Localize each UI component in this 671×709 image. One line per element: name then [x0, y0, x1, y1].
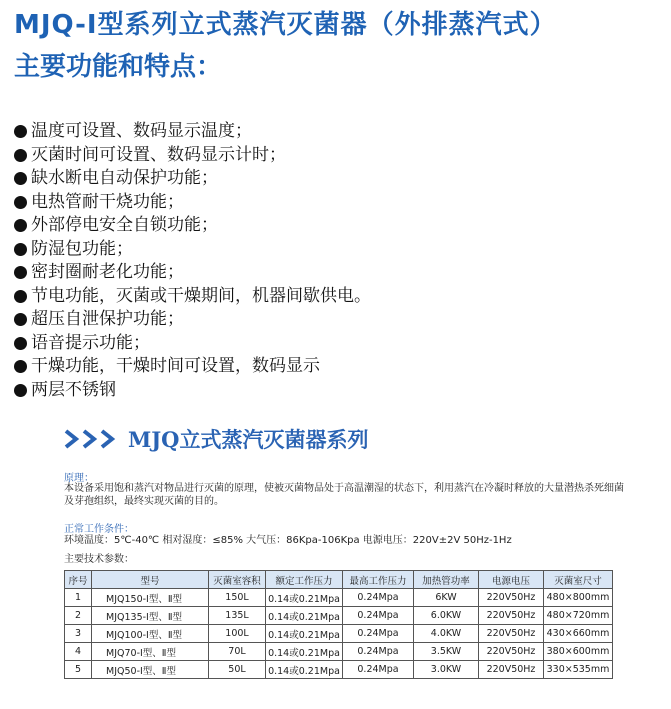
- table-cell: 150L: [209, 589, 266, 607]
- table-cell: 3: [65, 625, 92, 643]
- series-title: MJQ立式蒸汽灭菌器系列: [128, 427, 369, 452]
- bullet-icon: [14, 360, 27, 373]
- feature-text: 语音提示功能；: [31, 332, 150, 353]
- feature-text: 温度可设置、数码显示温度；: [31, 121, 252, 141]
- table-cell: 0.24Mpa: [343, 625, 414, 643]
- list-item: [14, 308, 371, 332]
- table-cell: 480×720mm: [544, 607, 613, 625]
- table-cell: 0.14或0.21Mpa: [266, 589, 343, 607]
- list-item: [14, 214, 371, 238]
- table-row: [65, 589, 613, 607]
- list-item: [14, 285, 371, 309]
- table-cell: 6KW: [414, 589, 479, 607]
- table-cell: MJQ70-Ⅰ型、Ⅱ型: [92, 643, 209, 661]
- table-cell: 4: [65, 643, 92, 661]
- feature-text: 电热管耐干烧功能；: [31, 191, 184, 212]
- table-cell: 0.14或0.21Mpa: [266, 625, 343, 643]
- bullet-icon: [14, 125, 27, 138]
- table-cell: 0.24Mpa: [343, 589, 414, 607]
- principle-heading: 原理：: [64, 473, 94, 484]
- bullet-icon: [14, 313, 27, 326]
- table-cell: MJQ50-Ⅰ型、Ⅱ型: [92, 661, 209, 679]
- column-header: 电源电压: [479, 571, 544, 589]
- page-title: MJQ-Ⅰ型系列立式蒸汽灭菌器（外排蒸汽式）: [14, 10, 557, 40]
- principle-text: 本设备采用饱和蒸汽对物品进行灭菌的原理，使被灭菌物品处于高温潮湿的状态下，利用蒸汽在冷凝时释放的大量潜热杀死细菌及芽孢组织，最终实现灭菌的目的。: [64, 483, 624, 507]
- bullet-icon: [14, 149, 27, 162]
- table-cell: 380×600mm: [544, 643, 613, 661]
- table-cell: 3.0KW: [414, 661, 479, 679]
- table-cell: MJQ100-Ⅰ型、Ⅱ型: [92, 625, 209, 643]
- list-item: [14, 355, 371, 379]
- list-item: [14, 261, 371, 285]
- table-cell: 330×535mm: [544, 661, 613, 679]
- table-cell: 0.24Mpa: [343, 607, 414, 625]
- features-heading: 主要功能和特点：: [14, 52, 223, 82]
- table-row: [65, 607, 613, 625]
- series-header: [64, 424, 368, 454]
- feature-text: 超压自泄保护功能；: [31, 309, 184, 329]
- table-cell: 100L: [209, 625, 266, 643]
- bullet-icon: [14, 290, 27, 303]
- table-row: [65, 661, 613, 679]
- table-cell: 0.14或0.21Mpa: [266, 607, 343, 625]
- table-cell: 0.14或0.21Mpa: [266, 661, 343, 679]
- table-cell: 4.0KW: [414, 625, 479, 643]
- list-item: [14, 332, 371, 356]
- feature-text: 灭菌时间可设置、数码显示计时；: [31, 144, 286, 165]
- feature-text: 节电功能，灭菌或干燥期间，机器间歇供电。: [31, 285, 371, 306]
- table-row: [65, 625, 613, 643]
- feature-text: 干燥功能，干燥时间可设置，数码显示: [31, 356, 320, 376]
- table-cell: 0.14或0.21Mpa: [266, 643, 343, 661]
- feature-text: 密封圈耐老化功能；: [31, 262, 184, 282]
- column-header: 额定工作压力: [266, 571, 343, 589]
- table-cell: 50L: [209, 661, 266, 679]
- list-item: [14, 379, 371, 403]
- list-item: [14, 191, 371, 215]
- table-cell: MJQ135-Ⅰ型、Ⅱ型: [92, 607, 209, 625]
- table-row: [65, 643, 613, 661]
- column-header: 加热管功率: [414, 571, 479, 589]
- column-header: 型号: [92, 571, 209, 589]
- table-cell: 3.5KW: [414, 643, 479, 661]
- bullet-icon: [14, 384, 27, 397]
- table-cell: 220V50Hz: [479, 607, 544, 625]
- feature-text: 外部停电安全自锁功能；: [31, 215, 218, 235]
- table-cell: 220V50Hz: [479, 625, 544, 643]
- spec-table: [64, 570, 613, 679]
- bullet-icon: [14, 172, 27, 185]
- column-header: 灭菌室尺寸: [544, 571, 613, 589]
- list-item: [14, 144, 371, 168]
- table-cell: 70L: [209, 643, 266, 661]
- table-cell: 220V50Hz: [479, 661, 544, 679]
- table-cell: 0.24Mpa: [343, 661, 414, 679]
- bullet-icon: [14, 196, 27, 209]
- table-cell: 480×800mm: [544, 589, 613, 607]
- bullet-icon: [14, 266, 27, 279]
- table-cell: 2: [65, 607, 92, 625]
- table-cell: 430×660mm: [544, 625, 613, 643]
- conditions-heading: 正常工作条件：: [64, 524, 134, 535]
- feature-text: 缺水断电自动保护功能；: [31, 168, 218, 188]
- table-cell: 220V50Hz: [479, 589, 544, 607]
- table-cell: 0.24Mpa: [343, 643, 414, 661]
- feature-text: 防湿包功能；: [31, 238, 133, 259]
- table-cell: 6.0KW: [414, 607, 479, 625]
- list-item: [14, 238, 371, 262]
- table-cell: 135L: [209, 607, 266, 625]
- list-item: [14, 167, 371, 191]
- table-cell: 5: [65, 661, 92, 679]
- params-heading: 主要技术参数：: [64, 554, 134, 565]
- bullet-icon: [14, 337, 27, 350]
- column-header: 序号: [65, 571, 92, 589]
- feature-text: 两层不锈钢: [31, 379, 116, 400]
- conditions-text: 环境温度：5℃-40℃ 相对湿度：≤85% 大气压：86Kpa-106Kpa 电源电压：220V±2V 50Hz-1Hz: [64, 535, 512, 546]
- table-cell: 1: [65, 589, 92, 607]
- bullet-icon: [14, 243, 27, 256]
- triple-chevron-icon: [64, 428, 120, 450]
- table-cell: 220V50Hz: [479, 643, 544, 661]
- list-item: [14, 120, 371, 144]
- table-cell: MJQ150-Ⅰ型、Ⅱ型: [92, 589, 209, 607]
- column-header: 最高工作压力: [343, 571, 414, 589]
- bullet-icon: [14, 219, 27, 232]
- column-header: 灭菌室容积: [209, 571, 266, 589]
- feature-list: [14, 120, 371, 402]
- table-header-row: [65, 571, 613, 589]
